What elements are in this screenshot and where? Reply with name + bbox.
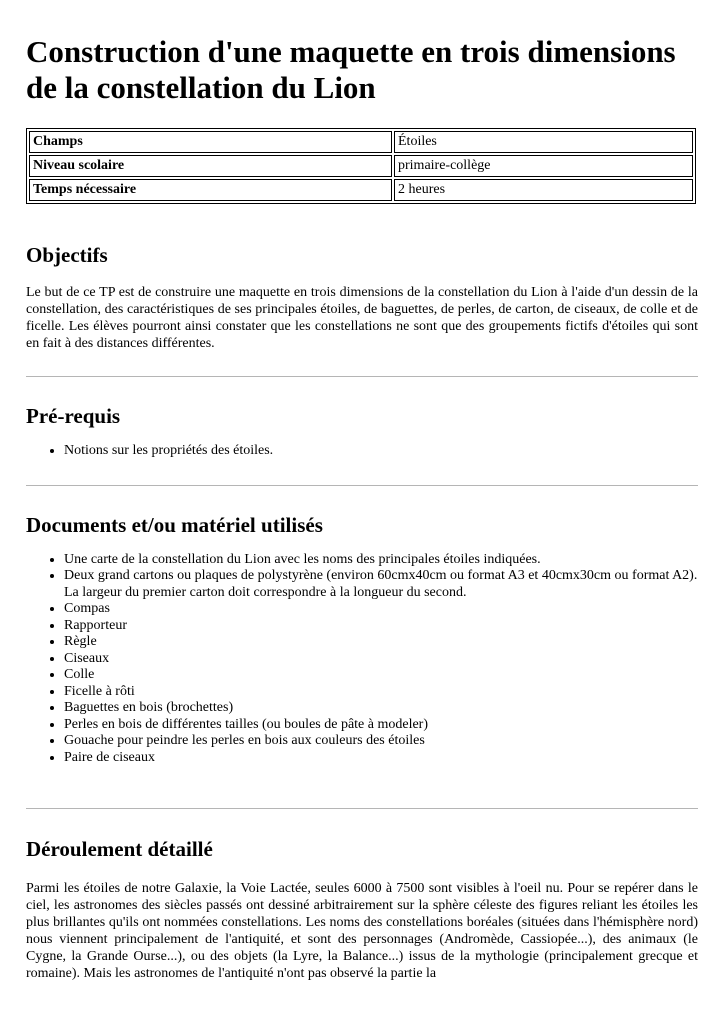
table-value: 2 heures [394,179,693,201]
page-title: Construction d'une maquette en trois dimensions de la constellation du Lion [26,34,676,105]
deroulement-heading: Déroulement détaillé [26,837,213,861]
list-item: • Ciseaux [64,651,698,668]
table-value: primaire-collège [394,155,693,177]
list-item: • Perles en bois de différentes tailles (ou boules de pâte à modeler) [64,717,698,734]
documents-list [26,552,698,767]
deroulement-paragraph: Parmi les étoiles de notre Galaxie, la Voie Lactée, seules 6000 à 7500 sont visibles à l'oeil nu. Pour se repérer dans le ciel, les astronomes des siècles passés ont dessiné arbitrairement sur la sphère céleste des figures reliant les étoiles les plus brillantes qu'ils ont nommées constellations. Les noms des constellations boréales (situées dans l'hémisphère nord) nous viennent principalement de l'antiquité, et sont des personnages (Andromède, Cassiopée...), des animaux (le Cygne, la Grande Ourse...), ou des objets (la Lyre, la Balance...) issus de la mythologie (principalement grecque et romaine). Mais les astronomes de l'antiquité n'ont pas observé la partie la [26,881,698,981]
table-key: Champs [29,131,392,153]
table-key: Niveau scolaire [29,155,392,177]
table-row [29,179,693,201]
list-item: • Baguettes en bois (brochettes) [64,700,698,717]
prerequis-heading: Pré-requis [26,404,121,428]
list-item: • Règle [64,634,698,651]
list-item: • Paire de ciseaux [64,750,698,767]
list-item: • Une carte de la constellation du Lion avec les noms des principales étoiles indiquées. [64,552,698,569]
list-item: • Ficelle à rôti [64,684,698,701]
table-value: Étoiles [394,131,693,153]
list-item: • Rapporteur [64,618,698,635]
section-divider [26,485,698,486]
list-item: • Notions sur les propriétés des étoiles. [64,443,698,460]
info-table [26,128,696,204]
list-item: • Deux grand cartons ou plaques de polystyrène (environ 60cmx40cm ou format A3 et 40cmx30cm ou format A2). La largeur du premier carton doit correspondre à la longueur du second. [64,568,698,601]
section-divider [26,808,698,809]
documents-heading: Documents et/ou matériel utilisés [26,512,323,537]
section-divider [26,376,698,377]
objectifs-paragraph: Le but de ce TP est de construire une maquette en trois dimensions de la constellation du Lion à l'aide d'un dessin de la constellation, des caractéristiques de ses principales étoiles, de baguettes, de perles, de carton, de ciseaux, de colle et de ficelle. Les élèves pourront ainsi constater que les constellations ne sont que des groupements fictifs d'étoiles qui sont en fait à des distances différentes. [26,285,698,351]
table-row [29,131,693,153]
objectifs-heading: Objectifs [26,243,108,267]
table-row [29,155,693,177]
table-key: Temps nécessaire [29,179,392,201]
list-item: • Gouache pour peindre les perles en bois aux couleurs des étoiles [64,733,698,750]
prerequis-list [26,443,698,460]
list-item: • Compas [64,601,698,618]
list-item: • Colle [64,667,698,684]
